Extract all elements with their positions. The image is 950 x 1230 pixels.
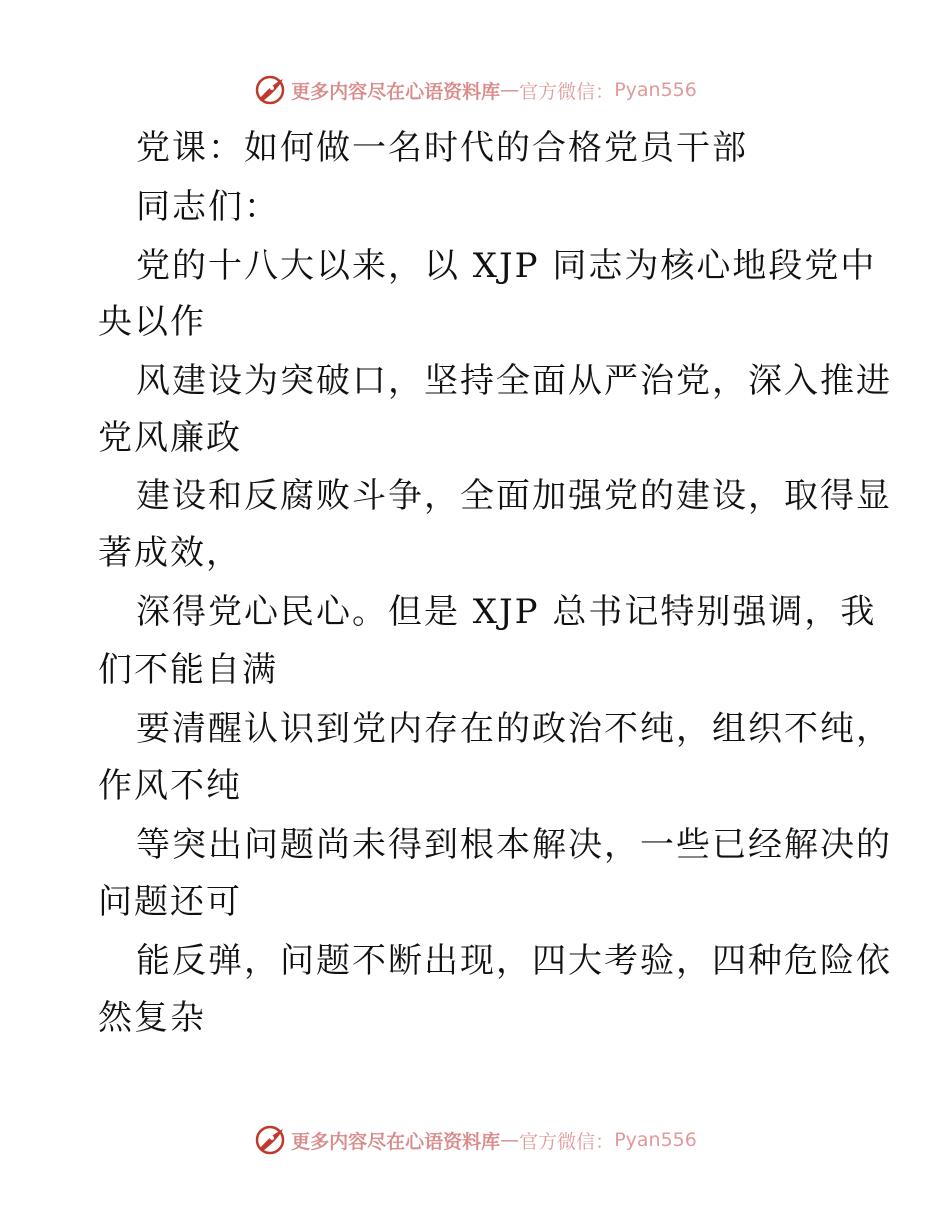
greeting: 同志们： bbox=[136, 187, 280, 227]
pen-nib-circle-icon bbox=[253, 73, 287, 107]
paragraph-line: 然复杂 bbox=[98, 998, 206, 1038]
wechat-label: 官方微信 bbox=[519, 80, 596, 103]
paragraph-line: 作风不纯 bbox=[98, 766, 242, 806]
banner-dash: — bbox=[500, 79, 520, 101]
paragraph-line: 央以作 bbox=[98, 302, 206, 342]
library-text: 更多内容尽在心语资料库 bbox=[291, 80, 501, 103]
paragraph-line: 要清醒认识到党内存在的政治不纯，组织不纯， bbox=[136, 709, 892, 749]
banner-dash: — bbox=[500, 1129, 520, 1151]
wechat-label: 官方微信 bbox=[519, 1130, 596, 1153]
paragraph-line: 们不能自满 bbox=[98, 650, 278, 690]
paragraph-line: 著成效， bbox=[98, 533, 242, 573]
paragraph-line: 深得党心民心。但是 XJP 总书记特别强调，我 bbox=[136, 592, 877, 632]
paragraph-line: 党风廉政 bbox=[98, 418, 242, 458]
wechat-account: Pyan556 bbox=[614, 1129, 697, 1151]
banner-colon: ： bbox=[595, 1130, 615, 1153]
paragraph-line: 能反弹，问题不断出现，四大考验，四种危险依 bbox=[136, 941, 892, 981]
paragraph-line: 等突出问题尚未得到根本解决，一些已经解决的 bbox=[136, 825, 892, 865]
paragraph-line: 党的十八大以来，以 XJP 同志为核心地段党中 bbox=[136, 246, 877, 286]
pen-nib-circle-icon bbox=[253, 1123, 287, 1157]
paragraph-line: 风建设为突破口，坚持全面从严治党，深入推进 bbox=[136, 361, 892, 401]
paragraph-line: 问题还可 bbox=[98, 882, 242, 922]
header-banner bbox=[0, 70, 950, 110]
footer-banner bbox=[0, 1120, 950, 1160]
wechat-account: Pyan556 bbox=[614, 79, 697, 101]
document-title: 党课：如何做一名时代的合格党员干部 bbox=[136, 128, 748, 168]
banner-colon: ： bbox=[595, 80, 615, 103]
library-text: 更多内容尽在心语资料库 bbox=[291, 1130, 501, 1153]
paragraph-line: 建设和反腐败斗争，全面加强党的建设，取得显 bbox=[136, 476, 892, 516]
